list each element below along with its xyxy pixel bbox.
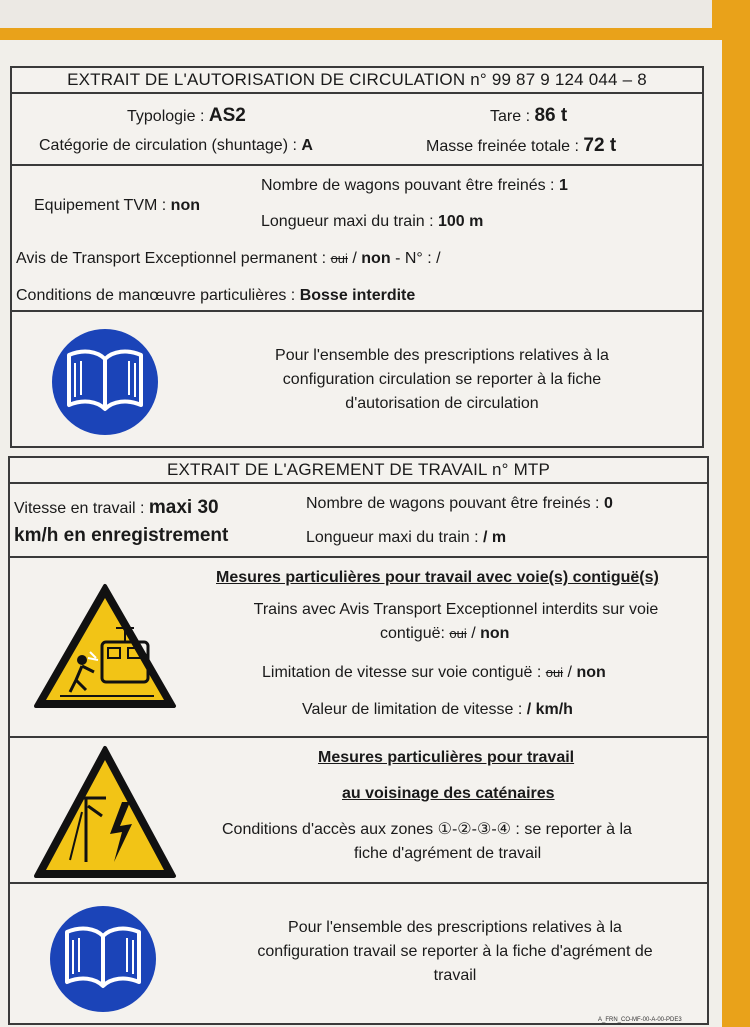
voie-line2 <box>380 624 509 644</box>
tare-label: Tare : <box>490 108 531 125</box>
voie-separator: / <box>471 625 476 642</box>
voie-line2-label: contiguë: <box>380 625 445 642</box>
train-hazard-warning-icon <box>30 580 180 712</box>
longueur-row <box>261 212 483 232</box>
typologie-label: Typologie : <box>127 108 205 125</box>
conditions-row <box>16 286 415 306</box>
tvm-value: non <box>170 197 200 214</box>
limitation-row <box>262 663 606 683</box>
masse-label: Masse freinée totale : <box>426 138 579 155</box>
note-line: travail <box>433 967 477 984</box>
note-line: Pour l'ensemble des prescriptions relatives à la <box>275 347 609 364</box>
note-line: configuration travail se reporter à la fiche d'agrément de <box>257 943 653 960</box>
longueur-label: Longueur maxi du train : <box>261 213 434 230</box>
book-icon <box>52 329 158 435</box>
wagons-label: Nombre de wagons pouvant être freinés : <box>306 495 600 512</box>
catenaire-title: Mesures particulières pour travail <box>318 749 575 766</box>
divider <box>12 164 702 166</box>
divider <box>10 882 707 884</box>
section-title: EXTRAIT DE L'AGREMENT DE TRAVAIL n° MTP <box>10 458 707 484</box>
note-line: configuration circulation se reporter à la fiche <box>282 371 602 388</box>
circulation-note <box>222 344 662 416</box>
catenaire-line2: fiche d'agrément de travail <box>354 845 542 862</box>
avis-number: - N° : / <box>395 250 441 267</box>
typologie-value: AS2 <box>208 105 246 126</box>
tvm-row <box>34 196 200 216</box>
section-title: EXTRAIT DE L'AUTORISATION DE CIRCULATION n° 99 87 9 124 044 – 8 <box>12 68 702 94</box>
tvm-label: Equipement TVM : <box>34 197 167 214</box>
categorie-value: A <box>301 137 313 154</box>
limitation-oui: oui <box>545 665 564 680</box>
wagons-row <box>306 494 613 514</box>
vitesse-value: maxi 30 <box>148 497 219 518</box>
catenaire-line1: Conditions d'accès aux zones ①-②-③-④ : se reporter à la <box>222 821 632 838</box>
voie-contigue-title: Mesures particulières pour travail avec voie(s) contiguë(s) <box>216 569 659 586</box>
voie-non: non <box>480 625 510 642</box>
voie-line1: Trains avec Avis Transport Exceptionnel interdits sur voie <box>253 601 659 618</box>
categorie-label: Catégorie de circulation (shuntage) : <box>39 137 297 154</box>
voie-oui: oui <box>449 626 467 641</box>
longueur-value: / m <box>483 529 507 546</box>
limitation-non: non <box>576 664 606 681</box>
book-icon <box>50 906 156 1012</box>
avis-label: Avis de Transport Exceptionnel permanent : <box>16 250 327 267</box>
avis-non: non <box>361 250 391 267</box>
avis-oui: oui <box>330 251 348 266</box>
note-line: Pour l'ensemble des prescriptions relatives à la <box>288 919 622 936</box>
work-note <box>210 916 700 988</box>
longueur-value: 100 m <box>438 213 484 230</box>
vitesse-label: Vitesse en travail : <box>14 500 145 517</box>
wagons-value: 1 <box>558 177 568 194</box>
longueur-row <box>306 528 506 548</box>
limitation-separator: / <box>567 664 572 681</box>
typologie-row <box>127 106 246 127</box>
conditions-value: Bosse interdite <box>299 287 416 304</box>
masse-value: 72 t <box>583 135 617 156</box>
categorie-row <box>39 136 313 156</box>
wagons-row <box>261 176 568 196</box>
divider <box>12 310 702 312</box>
document-reference: A_FRN_CO-MF-00-A-00-PDE3 <box>598 1017 682 1023</box>
circulation-authorization-box <box>10 66 704 448</box>
tare-row <box>490 106 567 127</box>
work-approval-box <box>8 456 709 1025</box>
divider <box>10 736 707 738</box>
masse-row <box>426 136 616 157</box>
wagons-label: Nombre de wagons pouvant être freinés : <box>261 177 555 194</box>
electrical-hazard-warning-icon <box>30 742 180 882</box>
valeur-row <box>302 700 573 720</box>
longueur-label: Longueur maxi du train : <box>306 529 479 546</box>
avis-separator: / <box>352 250 357 267</box>
avis-row <box>16 249 441 269</box>
valeur-label: Valeur de limitation de vitesse : <box>302 701 523 718</box>
limitation-label: Limitation de vitesse sur voie contiguë : <box>262 664 542 681</box>
vitesse-value-cont: km/h en enregistrement <box>14 525 229 546</box>
divider <box>10 556 707 558</box>
tare-value: 86 t <box>534 105 568 126</box>
catenaire-title-cont: au voisinage des caténaires <box>342 785 555 802</box>
valeur-value: / km/h <box>526 701 573 718</box>
conditions-label: Conditions de manœuvre particulières : <box>16 287 296 304</box>
wagons-value: 0 <box>603 495 613 512</box>
vitesse-row <box>14 498 219 519</box>
note-line: d'autorisation de circulation <box>345 395 539 412</box>
top-strip <box>0 0 712 28</box>
